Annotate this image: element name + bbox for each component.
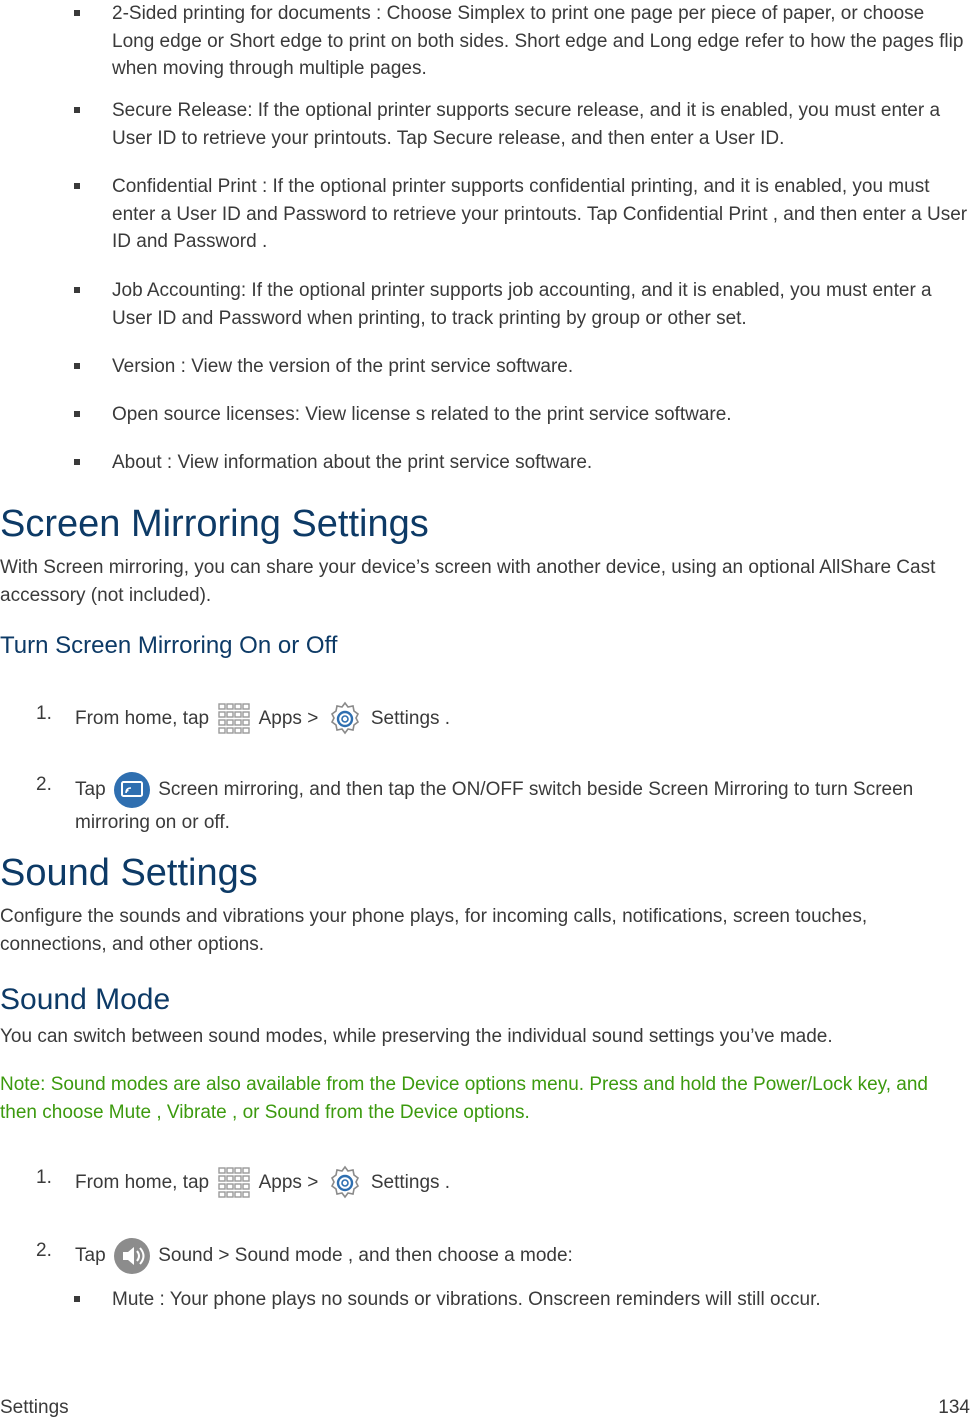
step-text-rest: Screen mirroring, and then tap the ON/OFF switch beside Screen Mirroring to turn Screen mirroring on or off.: [75, 779, 914, 833]
gear-icon: [326, 700, 364, 738]
screen-mirroring-icon: [113, 771, 151, 809]
heading-screen-mirroring: Screen Mirroring Settings: [0, 503, 429, 545]
sound-step-1: [36, 1164, 955, 1202]
bullet-marker: [74, 10, 80, 16]
bullet-open-source-licenses: Open source licenses: View license s related to the print service software.: [112, 401, 970, 429]
step-text: Tap: [75, 779, 111, 801]
bullet-mute-mode: Mute : Your phone plays no sounds or vibrations. Onscreen reminders will still occur.: [112, 1286, 970, 1314]
separator: >: [307, 708, 324, 730]
settings-label: Settings .: [365, 708, 451, 730]
bullet-marker: [74, 411, 80, 417]
step-number: 1.: [36, 1167, 52, 1188]
apps-label: Apps: [254, 1172, 308, 1194]
separator: >: [307, 1172, 324, 1194]
apps-grid-icon: [216, 1165, 252, 1201]
sound-step-2: [36, 1237, 955, 1275]
step-text: From home, tap: [75, 708, 215, 730]
bullet-about: About : View information about the print service software.: [112, 449, 970, 477]
step-text-rest: Sound > Sound mode , and then choose a mode:: [152, 1245, 573, 1267]
heading-sound-settings: Sound Settings: [0, 852, 258, 894]
settings-label: Settings .: [365, 1172, 451, 1194]
screen-mirroring-intro: With Screen mirroring, you can share your device’s screen with another device, using an optional AllShare Cast accessory (not included).: [0, 557, 936, 606]
step-number: 2.: [36, 1240, 52, 1261]
footer-section-name: Settings: [0, 1397, 69, 1418]
step-number: 2.: [36, 774, 52, 795]
speaker-icon: [113, 1237, 151, 1275]
bullet-secure-release: Secure Release: If the optional printer supports secure release, and it is enabled, you must enter a User ID to retrieve your printouts. Tap Secure release, and then enter a User ID.: [112, 97, 970, 152]
sound-settings-intro: Configure the sounds and vibrations your phone plays, for incoming calls, notifications, screen touches, connections, and other options.: [0, 906, 868, 955]
bullet-2-sided-printing: 2-Sided printing for documents : Choose Simplex to print one page per piece of paper, or choose Long edge or Short edge to print on both sides. Short edge and Long edge refer to how the pages flip when moving through multiple pages.: [112, 0, 970, 83]
apps-label: Apps: [254, 708, 308, 730]
subheading-sound-mode: Sound Mode: [0, 983, 171, 1016]
bullet-marker: [74, 363, 80, 369]
screen-mirroring-step-1: [36, 700, 955, 738]
step-number: 1.: [36, 703, 52, 724]
apps-grid-icon: [216, 701, 252, 737]
subheading-turn-screen-mirroring: Turn Screen Mirroring On or Off: [0, 632, 338, 659]
gear-icon: [326, 1164, 364, 1202]
bullet-marker: [74, 183, 80, 189]
bullet-marker: [74, 1296, 80, 1302]
bullet-marker: [74, 107, 80, 113]
sound-mode-note: Note: Sound modes are also available from the Device options menu. Press and hold the Power/Lock key, and then choose Mute , Vibrate , or Sound from the Device options.: [0, 1074, 929, 1123]
bullet-marker: [74, 459, 80, 465]
bullet-confidential-print: Confidential Print : If the optional printer supports confidential printing, and it is enabled, you must enter a User ID and Password to retrieve your printouts. Tap Confidential Print , and then enter a User ID and Password .: [112, 173, 970, 256]
step-text: Tap: [75, 1245, 111, 1267]
footer-page-number: 134: [938, 1397, 970, 1418]
bullet-job-accounting: Job Accounting: If the optional printer supports job accounting, and it is enabled, you must enter a User ID and Password when printing, to track printing by group or other set.: [112, 277, 970, 332]
bullet-marker: [74, 287, 80, 293]
step-text: From home, tap: [75, 1172, 215, 1194]
screen-mirroring-step-2: [36, 771, 955, 837]
bullet-version: Version : View the version of the print service software.: [112, 353, 970, 381]
sound-mode-intro: You can switch between sound modes, while preserving the individual sound settings you’ve made.: [0, 1026, 833, 1047]
